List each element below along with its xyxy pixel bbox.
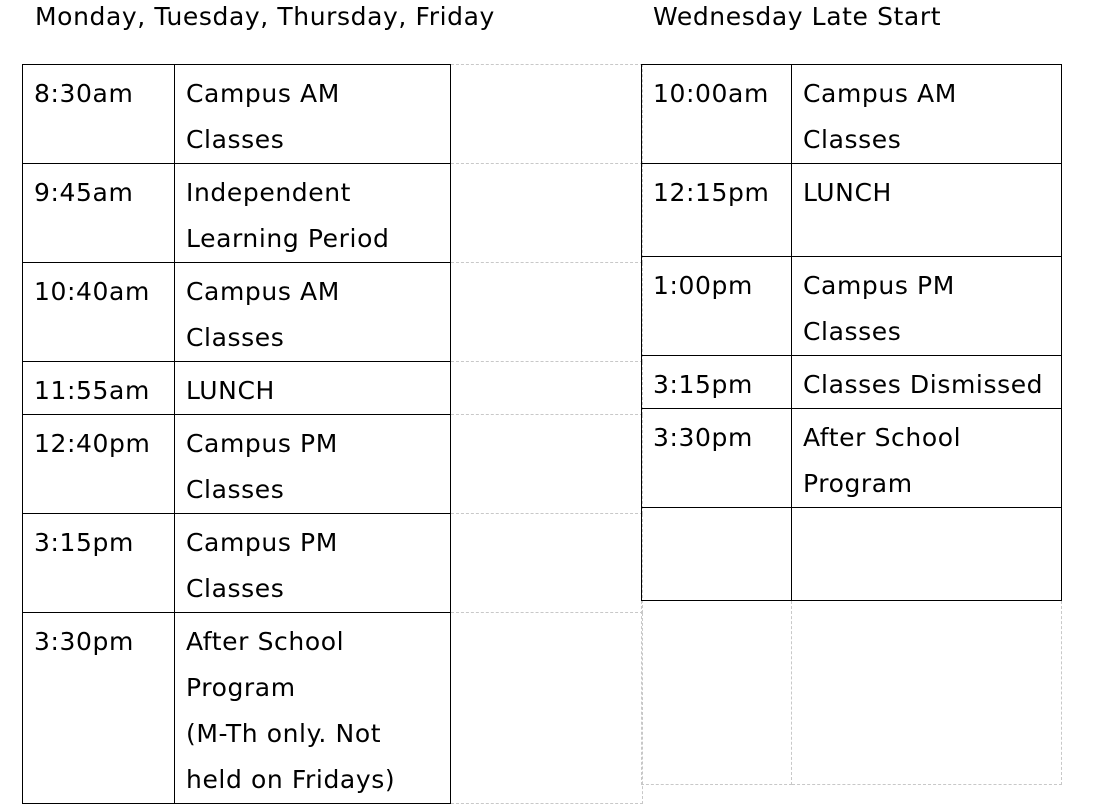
empty-cell [792,601,1062,785]
schedule-row [23,514,643,613]
schedule-row [23,263,643,362]
empty-spacer-cell [451,415,643,514]
schedule-row [23,415,643,514]
schedule-row [23,65,643,164]
time-cell: 10:40am [23,263,175,362]
heading-wednesday: Wednesday Late Start [653,2,942,31]
schedule-row [23,362,643,415]
heading-weekdays: Monday, Tuesday, Thursday, Friday [35,2,495,31]
activity-cell [792,508,1062,601]
schedule-row [642,257,1062,356]
wednesday-schedule-table [641,64,1062,785]
activity-cell: After School Program (M-Th only. Not held on Fridays) [175,613,451,804]
activity-cell: LUNCH [792,164,1062,257]
activity-cell: Classes Dismissed [792,356,1062,409]
schedule-row [23,613,643,804]
time-cell: 9:45am [23,164,175,263]
activity-cell: Independent Learning Period [175,164,451,263]
activity-cell: Campus PM Classes [175,514,451,613]
schedule-row [642,508,1062,601]
activity-cell: Campus PM Classes [175,415,451,514]
activity-cell: After School Program [792,409,1062,508]
time-cell: 11:55am [23,362,175,415]
empty-spacer-cell [451,65,643,164]
activity-cell: Campus AM Classes [175,65,451,164]
schedule-row [23,164,643,263]
weekday-schedule-table [22,64,643,804]
empty-spacer-cell [451,164,643,263]
time-cell: 1:00pm [642,257,792,356]
activity-cell: Campus AM Classes [792,65,1062,164]
schedule-row [642,65,1062,164]
activity-cell: Campus PM Classes [792,257,1062,356]
empty-row [642,601,1062,785]
schedule-row [642,409,1062,508]
time-cell: 10:00am [642,65,792,164]
time-cell: 12:40pm [23,415,175,514]
empty-spacer-cell [451,263,643,362]
empty-cell [642,601,792,785]
time-cell: 3:15pm [642,356,792,409]
empty-spacer-cell [451,362,643,415]
activity-cell: Campus AM Classes [175,263,451,362]
time-cell: 12:15pm [642,164,792,257]
time-cell: 3:30pm [23,613,175,804]
schedule-row [642,164,1062,257]
empty-spacer-cell [451,514,643,613]
schedule-row [642,356,1062,409]
time-cell [642,508,792,601]
activity-cell: LUNCH [175,362,451,415]
time-cell: 8:30am [23,65,175,164]
empty-spacer-cell [451,613,643,804]
time-cell: 3:15pm [23,514,175,613]
time-cell: 3:30pm [642,409,792,508]
